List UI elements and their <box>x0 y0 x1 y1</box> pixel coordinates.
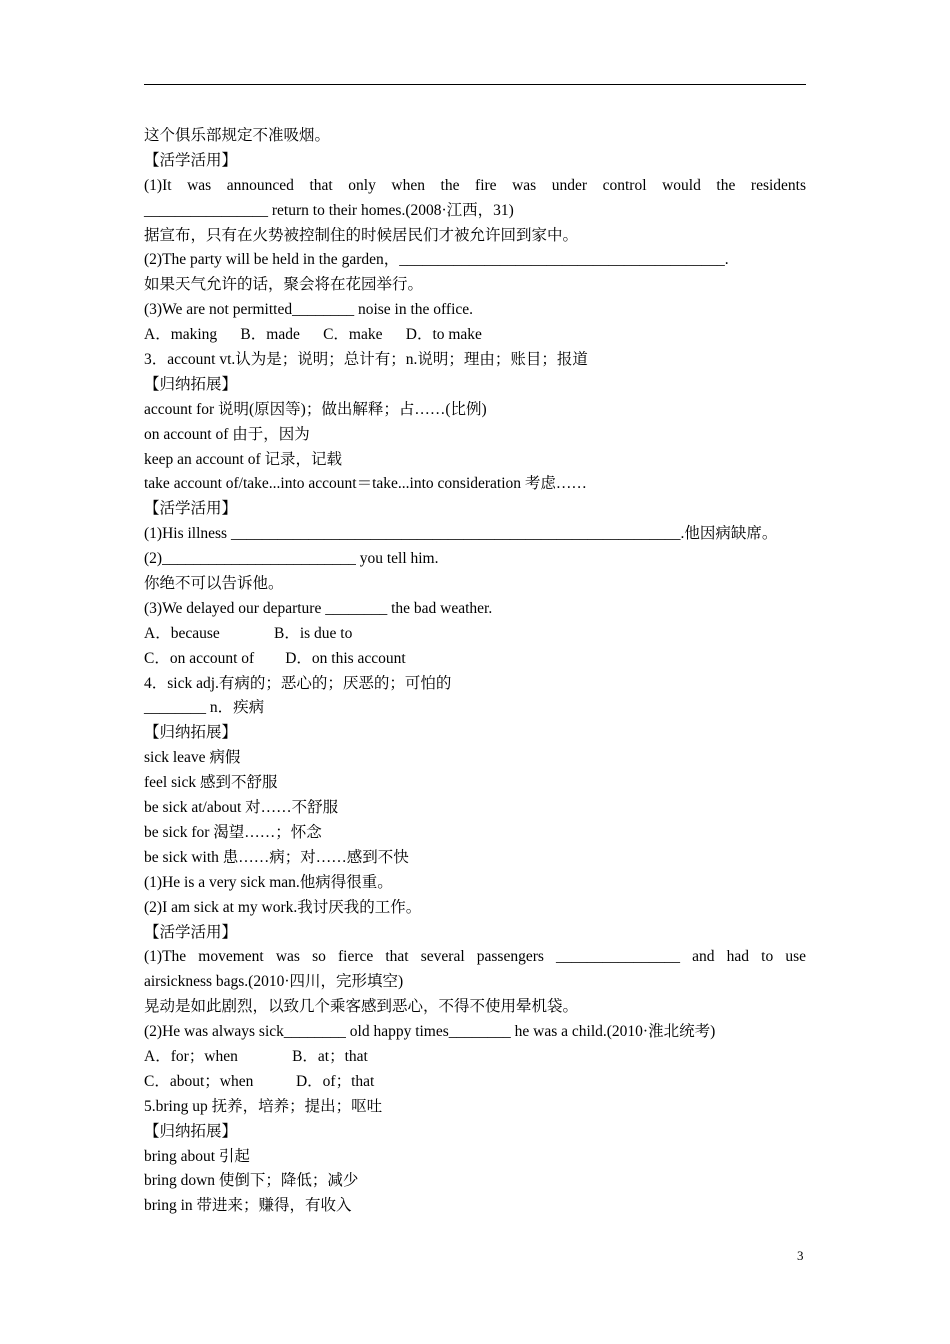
text-line: be sick with 患……病；对……感到不快 <box>144 848 409 866</box>
document-body <box>144 124 806 1219</box>
text-line: 这个俱乐部规定不准吸烟。 <box>144 127 331 144</box>
text-line: bring in 带进来；赚得，有收入 <box>144 1197 352 1215</box>
section-heading: 【活学活用】 <box>144 923 238 941</box>
header-rule <box>144 84 806 85</box>
text-line: (1)The movement was so fierce that several passengers ________________ and had to use <box>144 948 806 966</box>
answer-options: A．because B．is due to <box>144 624 353 642</box>
text-line: (1)He is a very sick man.他病得很重。 <box>144 873 393 891</box>
text-line: ________________ return to their homes.(2008·江西，31) <box>144 201 514 219</box>
text-line: (3)We delayed our departure ________ the bad weather. <box>144 599 493 617</box>
text-line: (3)We are not permitted________ noise in the office. <box>144 301 474 319</box>
text-line: be sick for 渴望……；怀念 <box>144 823 322 841</box>
answer-options: A．for；when B．at；that <box>144 1047 368 1065</box>
text-line: keep an account of 记录，记载 <box>144 450 342 468</box>
text-line: sick leave 病假 <box>144 749 241 767</box>
text-line: (2)He was always sick________ old happy times________ he was a child.(2010·淮北统考) <box>144 1023 716 1041</box>
answer-options: C．about；when D．of；that <box>144 1072 375 1090</box>
text-line: airsickness bags.(2010·四川，完形填空) <box>144 973 404 991</box>
text-line: take account of/take...into account＝take...into consideration 考虑…… <box>144 475 587 493</box>
text-line: be sick at/about 对……不舒服 <box>144 799 339 817</box>
section-heading: 【活学活用】 <box>144 151 238 169</box>
text-line: 晃动是如此剧烈，以致几个乘客感到恶心，不得不使用晕机袋。 <box>144 998 579 1016</box>
answer-options: C．on account of D．on this account <box>144 649 406 667</box>
text-line: 如果天气允许的话，聚会将在花园举行。 <box>144 276 424 294</box>
text-line: (2)_________________________ you tell him. <box>144 550 439 568</box>
text-line: (2)I am sick at my work.我讨厌我的工作。 <box>144 898 422 916</box>
text-line: bring about 引起 <box>144 1147 250 1165</box>
text-line: bring down 使倒下；降低；减少 <box>144 1172 359 1190</box>
text-line: (1)His illness __________________________________________________________.他因病缺席。 <box>144 525 778 543</box>
section-heading: 【归纳拓展】 <box>144 724 238 742</box>
section-heading: 【归纳拓展】 <box>144 375 238 393</box>
section-heading: 【归纳拓展】 <box>144 1122 238 1140</box>
vocab-heading: 3．account vt.认为是；说明；总计有；n.说明；理由；账目；报道 <box>144 351 588 369</box>
text-line: on account of 由于，因为 <box>144 425 310 443</box>
text-line: feel sick 感到不舒服 <box>144 774 278 792</box>
page-number: 3 <box>797 1248 804 1263</box>
answer-options: A．making B．made C．make D．to make <box>144 326 482 344</box>
vocab-heading: 5.bring up 抚养，培养；提出；呕吐 <box>144 1097 383 1115</box>
text-line: (1)It was announced that only when the fire was under control would the residents <box>144 176 806 194</box>
text-line: 你绝不可以告诉他。 <box>144 575 284 593</box>
text-line: (2)The party will be held in the garden，__________________________________________. <box>144 251 729 269</box>
text-line: account for 说明(原因等)；做出解释；占……(比例) <box>144 400 487 418</box>
text-line: 据宣布，只有在火势被控制住的时候居民们才被允许回到家中。 <box>144 226 579 244</box>
section-heading: 【活学活用】 <box>144 500 238 518</box>
vocab-heading: 4．sick adj.有病的；恶心的；厌恶的；可怕的 <box>144 674 452 692</box>
text-line: ________ n．疾病 <box>144 699 265 717</box>
